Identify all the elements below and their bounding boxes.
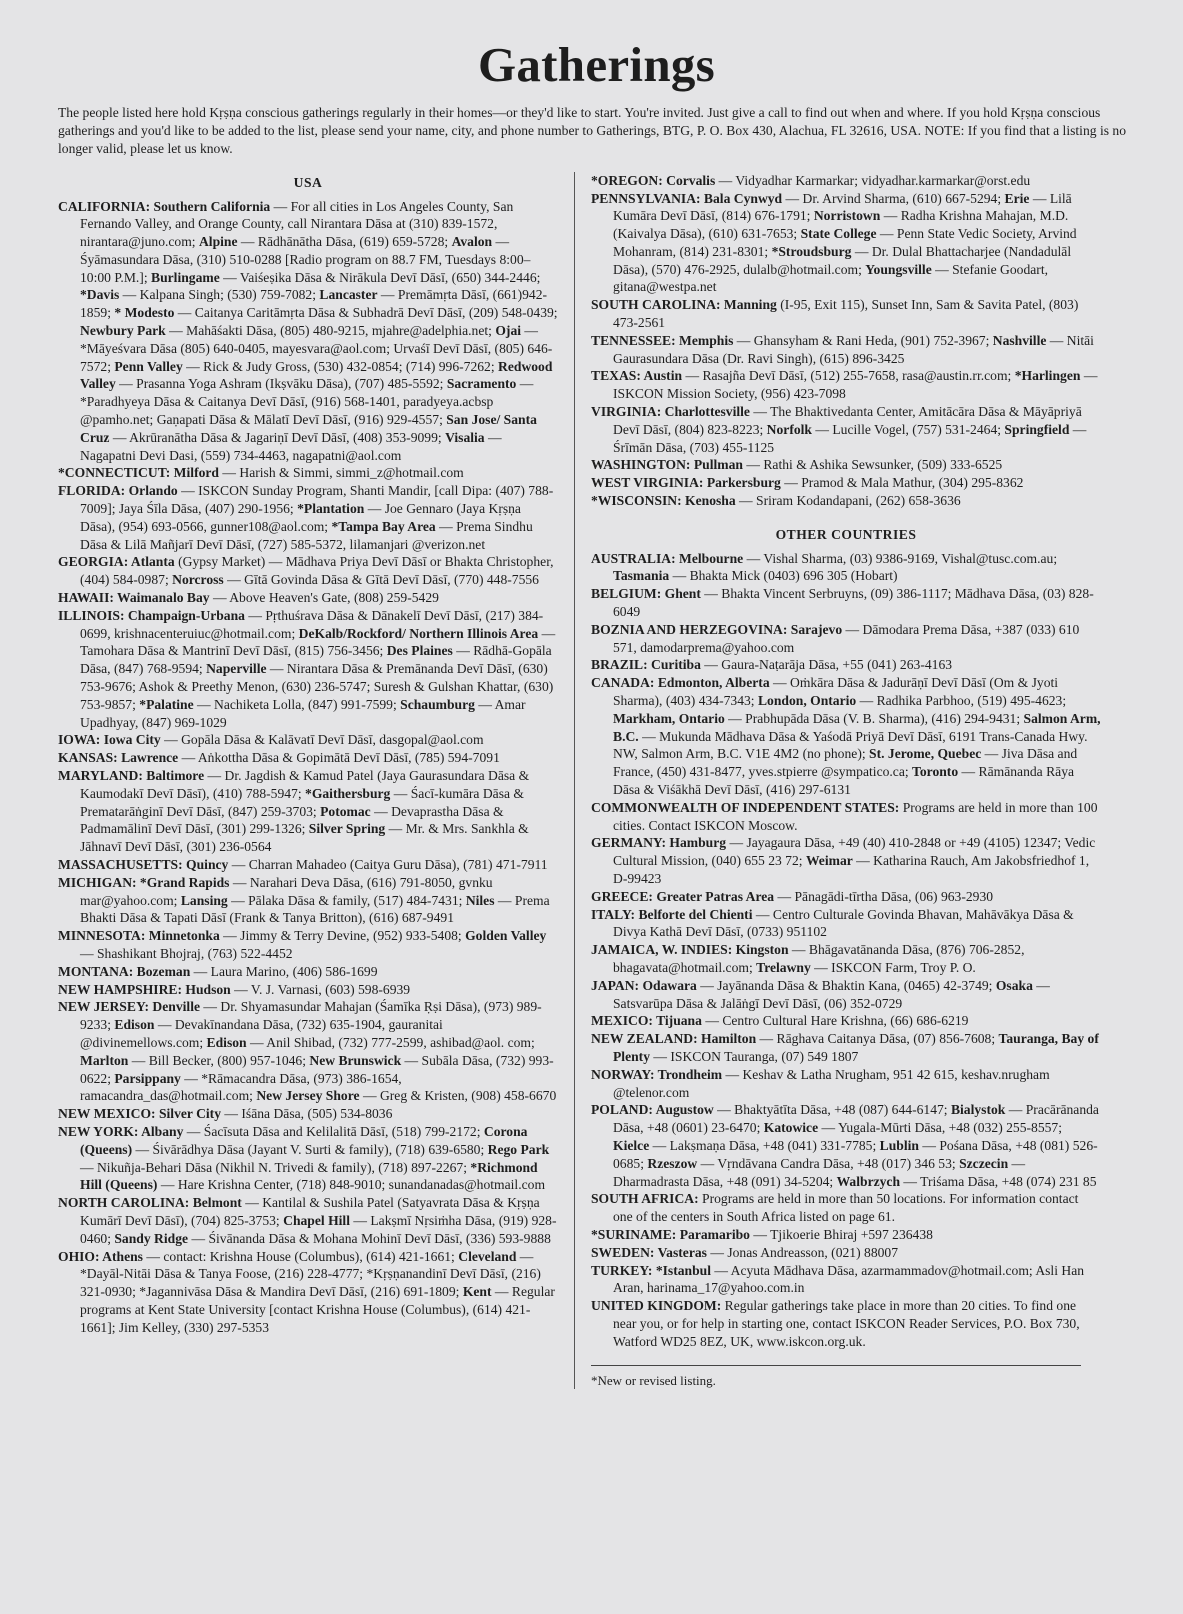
listing-text: — Hare Krishna Center, (718) 848-9010; sunandanadas@hotmail.com (157, 1177, 546, 1193)
listing-text: — Rasajña Devī Dāsī, (512) 255-7658, rasa@austin.rr.com; (682, 368, 1015, 384)
listing-location: Walbrzych (836, 1173, 901, 1189)
listing-entry (591, 492, 1101, 510)
listing-location: NEW ZEALAND: Hamilton (591, 1031, 757, 1047)
listing-location: NEW HAMPSHIRE: Hudson (58, 981, 231, 997)
listing-text: — Radha Krishna Mahajan, M.D. (Kaivalya Dāsa), (610) 631-7653; (613, 208, 1069, 242)
listing-text: — Śrīmān Dāsa, (703) 455-1125 (613, 421, 1087, 455)
listing-text: — Gaura-Naṭarāja Dāsa, +55 (041) 263-4163 (700, 657, 953, 673)
listing-location: *OREGON: Corvalis (591, 172, 716, 188)
listing-text: — Kalpana Singh; (530) 759-7082; (119, 287, 320, 303)
listing-text: — ISKCON Farm, Troy P. O. (810, 959, 976, 975)
listing-location: *Richmond Hill (Queens) (80, 1159, 538, 1193)
listing-text: — Dr. Shyamasundar Mahajan (Śamīka Ṛṣi Dāsa), (973) 989-9233; (80, 999, 542, 1033)
listing-text: (Gypsy Market) — Mādhava Priya Devī Dāsī or Bhakta Christopher, (404) 584-0987; (80, 554, 554, 588)
listing-location: Salmon Arm, B.C. (613, 710, 1101, 744)
listing-entry (591, 296, 1101, 332)
listing-text: Programs are held in more than 50 locations. For information contact one of the centers in South Africa listed on page 61. (613, 1191, 1079, 1225)
listing-text: — Mr. & Mrs. Sankhla & Jāhnavī Devī Dāsī, (301) 236-0564 (80, 821, 529, 855)
listing-text: — Bill Becker, (800) 957-1046; (128, 1052, 310, 1068)
listing-location: NORTH CAROLINA: Belmont (58, 1195, 242, 1211)
listing-entry (58, 1123, 558, 1194)
listing-text: — ISKCON Tauranga, (07) 549 1807 (650, 1048, 859, 1064)
listing-location: Norristown (813, 208, 881, 224)
listing-location: TEXAS: Austin (591, 368, 683, 384)
listing-text: — Joe Gennaro (Jaya Kṛṣṇa Dāsa), (954) 693-0566, gunner108@aol.com; (80, 501, 521, 534)
listing-location: Osaka (995, 977, 1033, 993)
listing-location: Silver Spring (308, 821, 386, 837)
listing-text: — Jimmy & Terry Devine, (952) 933-5408; (219, 928, 466, 944)
listing-entry (58, 482, 558, 553)
listing-location: Kielce (613, 1137, 650, 1153)
listing-location: HAWAII: Waimanalo Bay (58, 590, 210, 606)
listing-location: Niles (465, 892, 495, 908)
listing-location: *CONNECTICUT: Milford (58, 465, 219, 481)
listing-text: — Nirantara Dāsa & Premānanda Devī Dāsī, (630) 753-9676; Ashok & Preethy Menon, (630) 236-5747; Suresh & Gulshan Khattar, (630) 753-9857; (80, 661, 554, 712)
listing-text: — Keshav & Latha Nrugham, 951 42 615, keshav.nrugham @telenor.com (613, 1066, 1050, 1100)
listing-text: — Akrūranātha Dāsa & Jagariṇī Devī Dāsī, (408) 353-9099; (109, 429, 446, 445)
listing-location: Cleveland (458, 1248, 517, 1264)
listing-text: — Harish & Simmi, simmi_z@hotmail.com (218, 465, 464, 481)
listing-text: — Prema Bhakti Dāsa & Tapati Dāsī (Frank & Tanya Britton), (616) 687-9491 (80, 892, 550, 926)
listing-location: St. Jerome, Quebec (869, 746, 982, 762)
listing-text: — Nitāi Gaurasundara Dāsa (Dr. Ravi Singh), (615) 896-3425 (613, 332, 1094, 366)
listing-location: Bialystok (950, 1102, 1006, 1118)
listing-location: IOWA: Iowa City (58, 732, 161, 748)
listing-text: — Centro Cultural Hare Krishna, (66) 686-6219 (701, 1013, 969, 1029)
listing-text: — Bhaktyātīta Dāsa, +48 (087) 644-6147; (713, 1102, 951, 1118)
listing-location: TENNESSEE: Memphis (591, 332, 734, 348)
listing-text: — Devaprastha Dāsa & Padmamālinī Devī Dāsī, (301) 299-1326; (80, 803, 504, 837)
listing-text: — Śivānanda Dāsa & Mohana Mohinī Devī Dāsī, (336) 593-9888 (188, 1230, 551, 1246)
listing-location: * Modesto (114, 305, 175, 321)
listing-text: — Pṛthuśrava Dāsa & Dānakelī Devī Dāsī, (217) 384-0699, krishnacenteruiuc@hotmail.com; (80, 607, 544, 641)
listing-text: — Gopāla Dāsa & Kalāvatī Devī Dāsī, dasgopal@aol.com (160, 732, 484, 748)
listing-entry (591, 1226, 1101, 1244)
listing-text: — Lakṣmī Nṛsiṁha Dāsa, (919) 928-0460; (80, 1212, 557, 1246)
listing-text: — For all cities in Los Angeles County, San Fernando Valley, and Orange County, call Nirantara Dāsa at (310) 839-1572, nirantara@juno.com; (80, 198, 514, 250)
listing-location: NEW YORK: Albany (58, 1123, 184, 1139)
listing-text: — Nikuñja-Behari Dāsa (Nikhil N. Trivedi & family), (718) 897-2267; (80, 1159, 471, 1175)
listing-text: — Rādhā-Gopāla Dāsa, (847) 768-9594; (80, 643, 552, 677)
listing-entry (58, 981, 558, 999)
listing-text: — Centro Culturale Govinda Bhavan, Mahāvākya Dāsa & Divya Kathā Devī Dāsī, (0733) 951102 (613, 906, 1074, 940)
listing-location: Parsippany (114, 1070, 181, 1086)
listing-text: — Shashikant Bhojraj, (763) 522-4452 (80, 945, 293, 961)
listing-text: — Mahāśakti Dāsa, (805) 480-9215, mjahre@adelphia.net; (165, 323, 496, 339)
listing-text: — Vṛndāvana Candra Dāsa, +48 (017) 346 53; (697, 1155, 960, 1171)
listing-location: Des Plaines (386, 643, 453, 659)
listing-location: Kent (462, 1284, 492, 1300)
listing-text: — Vishal Sharma, (03) 9386-9169, Vishal@tusc.com.au; (743, 550, 1058, 566)
listing-entry (58, 998, 558, 1105)
listing-entry (591, 1244, 1101, 1262)
listing-location: Markham, Ontario (613, 710, 725, 726)
listing-entry (58, 464, 558, 482)
listing-entry (591, 172, 1101, 190)
listing-location: *Davis (80, 287, 120, 303)
listing-text: — Rāghava Caitanya Dāsa, (07) 856-7608; (756, 1031, 999, 1047)
listing-location: MARYLAND: Baltimore (58, 768, 205, 783)
listing-text: — Mukunda Mādhava Dāsa & Yaśodā Priyā Devī Dāsī, 6191 Trans-Canada Hwy. NW, Salmon Arm, B.C. V1E 4M2 (no phone); (613, 728, 1088, 762)
listing-location: VIRGINIA: Charlottesville (591, 404, 750, 420)
listing-text: — Aṅkottha Dāsa & Gopimātā Devī Dāsī, (785) 594-7091 (178, 750, 500, 766)
listing-location: MEXICO: Tijuana (591, 1013, 702, 1029)
listing-location: Rzeszow (647, 1155, 698, 1171)
listing-entry (58, 856, 558, 874)
listing-location: GREECE: Greater Patras Area (591, 888, 775, 904)
intro-paragraph: The people listed here hold Kṛṣṇa conscious gatherings regularly in their homes—or they'd like to start. You're invited. Just give a call to find out when and where. If you hold Kṛṣṇa conscious gatherings and you'd like to be added to the list, please send your name, city, and phone number to Gatherings, BTG, P. O. Box 430, Alachua, FL 32616, USA. NOTE: If you find that a listing is no longer valid, please let us know. (58, 104, 1127, 156)
listing-entry (591, 403, 1101, 456)
listing-location: BELGIUM: Ghent (591, 586, 701, 602)
listing-location: KANSAS: Lawrence (58, 750, 179, 766)
listing-text: — Satsvarūpa Dāsa & Jalāṅgī Devī Dāsī, (06) 352-0729 (613, 977, 1050, 1011)
listing-text: — Pośana Dāsa, +48 (081) 526-0685; (613, 1137, 1098, 1171)
listing-location: *Gaithersburg (305, 785, 391, 801)
listing-location: DeKalb/Rockford/ Northern Illinois Area (298, 625, 539, 641)
listing-text: — Radhika Parbhoo, (519) 495-4623; (856, 693, 1067, 709)
listing-text: — Dr. Dulal Bhattacharjee (Nandadulāl Dāsa), (570) 476-2925, dulalb@hotmail.com; (613, 243, 1072, 277)
listing-location: MASSACHUSETTS: Quincy (58, 856, 229, 872)
footnote-divider (591, 1365, 1081, 1366)
listing-text: — Dr. Jagdish & Kamud Patel (Jaya Gaurasundara Dāsa & Kaumodakī Devī Dāsī), (410) 788-5947; (80, 768, 530, 801)
listing-entry (58, 1248, 558, 1337)
listing-location: *SURINAME: Paramaribo (591, 1226, 750, 1242)
listing-location: UNITED KINGDOM: (591, 1298, 722, 1314)
listing-location: Sacramento (446, 376, 517, 392)
listing-text: — Prasanna Yoga Ashram (Ikṣvāku Dāsa), (707) 485-5592; (115, 376, 447, 392)
listing-entry (58, 767, 558, 856)
listing-location: Toronto (912, 764, 959, 780)
listing-text: — Iśāna Dāsa, (505) 534-8036 (221, 1106, 393, 1122)
listing-text: — Śacī-kumāra Dāsa & Prematarāṅginī Devī Dāsī, (847) 259-3703; (80, 785, 524, 819)
listing-location: New Jersey Shore (256, 1088, 360, 1104)
listing-text: — Amar Upadhyay, (847) 969-1029 (80, 696, 526, 730)
listing-entry (58, 874, 558, 927)
listing-text: — Prabhupāda Dāsa (V. B. Sharma), (416) 294-9431; (724, 710, 1024, 726)
listing-entry (58, 553, 558, 589)
listing-text: — Narahari Deva Dāsa, (616) 791-8050, gvnku mar@yahoo.com; (80, 874, 493, 908)
listing-text: — V. J. Varnasi, (603) 598-6939 (230, 981, 411, 997)
listing-location: *Stroudsburg (771, 243, 852, 259)
listing-entry (591, 834, 1101, 887)
listing-location: BOZNIA AND HERZEGOVINA: Sarajevo (591, 621, 843, 637)
listing-location: Newbury Park (80, 323, 166, 339)
listing-entry (591, 799, 1101, 835)
listing-text: — Kantilal & Sushila Patel (Satyavrata Dāsa & Kṛṣṇa Kumārī Devī Dāsī), (704) 825-3753; (80, 1195, 540, 1228)
listing-location: Golden Valley (465, 928, 547, 944)
listing-entry (591, 190, 1101, 297)
listing-location: New Brunswick (309, 1052, 402, 1068)
listing-location: FLORIDA: Orlando (58, 483, 178, 499)
listing-text: — *Māyeśvara Dāsa (805) 640-0405, mayesvara@aol.com; Urvaśī Devī Dāsī, (805) 646-7572; (80, 323, 553, 374)
listing-text: — Dāmodara Prema Dāsa, +387 (033) 610 571, damodarprema@yahoo.com (613, 621, 1080, 655)
listing-text: — Nachiketa Lolla, (847) 991-7599; (193, 696, 401, 712)
listing-entry (591, 621, 1101, 657)
listing-entry (58, 963, 558, 981)
listing-location: MONTANA: Bozeman (58, 963, 191, 979)
listing-text: — Tjikoerie Bhiraj +597 236438 (749, 1226, 933, 1242)
listing-text: — Jayagaura Dāsa, +49 (40) 410-2848 or +49 (4105) 12347; Vedic Cultural Mission, (040) 655 23 72; (613, 835, 1096, 869)
listing-entry (58, 1105, 558, 1123)
listing-text: — Bhakta Mick (0403) 696 305 (Hobart) (669, 568, 898, 584)
listing-entry (591, 1066, 1101, 1102)
listing-text: — Dr. Arvind Sharma, (610) 667-5294; (782, 190, 1005, 206)
listing-location: *Tampa Bay Area (331, 518, 436, 534)
listing-entry (58, 731, 558, 749)
listing-location: Tasmania (613, 568, 670, 584)
listing-location: Lancaster (319, 287, 378, 303)
listing-location: MINNESOTA: Minnetonka (58, 928, 220, 944)
listing-location: *WISCONSIN: Kenosha (591, 493, 736, 509)
usa-listings-continued (591, 172, 1101, 510)
listing-text: — Bhakta Vincent Serbruyns, (09) 386-1117; Mādhava Dāsa, (03) 828-6049 (613, 586, 1094, 620)
listing-location: *Palatine (139, 696, 194, 712)
listing-text: — Above Heaven's Gate, (808) 259-5429 (209, 590, 439, 606)
listing-location: San Jose/ Santa Cruz (80, 412, 537, 445)
listing-location: Rego Park (487, 1141, 550, 1157)
left-column (58, 172, 575, 1389)
listing-text: — Lucille Vogel, (757) 531-2464; (811, 421, 1005, 437)
listing-text: — Vaiśeṣika Dāsa & Nirākula Devī Dāsī, (650) 344-2446; (219, 269, 541, 285)
listing-text: — Stefanie Goodart, gitana@westpa.net (613, 261, 1049, 295)
listing-text: — *Dayāl-Nitāi Dāsa & Tanya Foose, (216) 228-4777; *Kṛṣṇanandinī Devī Dāsī, (216) 321-0930; *Jagannivāsa Dāsa & Mandira Devī Dāsī, (216) 691-1809; (80, 1248, 541, 1300)
other-countries-heading: OTHER COUNTRIES (775, 526, 917, 542)
listing-text: — Dharmadrasta Dāsa, +48 (091) 34-5204; (613, 1155, 1026, 1189)
listing-text: — Pānagādi-tīrtha Dāsa, (06) 963-2930 (774, 888, 994, 904)
listing-entry (58, 198, 558, 465)
listing-text: — Ghansyham & Rani Heda, (901) 752-3967; (733, 332, 993, 348)
listing-location: Szczecin (959, 1155, 1009, 1171)
listing-text: — Penn State Vedic Society, Arvind Mohanram, (814) 231-8301; (613, 226, 1077, 259)
listing-location: TURKEY: *Istanbul (591, 1262, 711, 1278)
listing-text: — Caitanya Caritāmṛta Dāsa & Subhadrā Devī Dāsī, (209) 548-0439; (174, 305, 558, 321)
listing-text: — Bhāgavatānanda Dāsa, (876) 706-2852, bhagavata@hotmail.com; (613, 942, 1025, 975)
listing-text: — Triśama Dāsa, +48 (074) 231 85 (900, 1173, 1097, 1189)
listing-location: Springfield (1004, 421, 1070, 437)
listing-location: Weimar (805, 853, 853, 869)
other-countries-listings (591, 550, 1101, 1351)
listing-location: Chapel Hill (283, 1212, 350, 1228)
listing-text: — contact: Krishna House (Columbus), (614) 421-1661; (142, 1248, 459, 1264)
listing-entry (591, 1030, 1101, 1066)
listing-text: — Regular programs at Kent State University [contact Krishna House (Columbus), (614) 421-1661]; Jim Kelley, (330) 297-5353 (80, 1284, 555, 1335)
listing-entry (591, 1297, 1101, 1350)
listing-location: Katowice (763, 1120, 819, 1136)
footnote: *New or revised listing. (591, 1372, 716, 1388)
listing-text: — The Bhaktivedanta Center, Amitācāra Dāsa & Māyāpriyā Devī Dāsī, (804) 823-8223; (613, 404, 1082, 437)
listing-location: Youngsville (865, 261, 932, 277)
listing-text: — *Rāmacandra Dāsa, (973) 386-1654, ramacandra_das@hotmail.com; (80, 1070, 402, 1104)
listing-entry (591, 1012, 1101, 1030)
listing-location: Burlingame (151, 269, 220, 285)
listing-entry (591, 888, 1101, 906)
listing-location: CANADA: Edmonton, Alberta (591, 675, 770, 691)
listing-text: — Anil Shibad, (732) 777-2599, ashibad@aol. com; (246, 1034, 535, 1050)
listing-location: Trelawny (756, 959, 811, 975)
listing-location: WASHINGTON: Pullman (591, 457, 743, 473)
listing-text: — Premāmṛta Dāsī, (661)942-1859; (80, 287, 548, 321)
listing-location: NORWAY: Trondheim (591, 1066, 723, 1082)
listing-text: — Greg & Kristen, (908) 458-6670 (359, 1088, 557, 1104)
listing-location: Norfolk (766, 421, 812, 437)
listing-text: — Jiva Dāsa and France, (450) 431-8477, yves.stpierre @sympatico.ca; (613, 746, 1078, 780)
listing-location: Penn Valley (114, 358, 183, 374)
listing-location: Edison (206, 1034, 247, 1050)
listing-location: POLAND: Augustow (591, 1102, 714, 1118)
listing-entry (591, 332, 1101, 368)
listing-entry (58, 1194, 558, 1247)
listing-text: — Yugala-Mūrti Dāsa, +48 (032) 255-8557; (818, 1120, 1063, 1136)
listing-entry (58, 927, 558, 963)
listing-location: WEST VIRGINIA: Parkersburg (591, 475, 781, 491)
listing-entry (58, 607, 558, 732)
listing-location: Corona (Queens) (80, 1123, 528, 1157)
listing-location: SOUTH CAROLINA: Manning (591, 297, 777, 313)
listing-entry (591, 585, 1101, 621)
listing-location: Marlton (80, 1052, 129, 1068)
listing-text: — Laura Marino, (406) 586-1699 (190, 963, 378, 979)
listing-location: Sandy Ridge (114, 1230, 189, 1246)
listing-text: — Pālaka Dāsa & family, (517) 484-7431; (227, 892, 466, 908)
listing-location: NEW JERSEY: Denville (58, 999, 201, 1015)
listing-location: Lansing (180, 892, 228, 908)
listing-text: — Oṁkāra Dāsa & Jadurāṇī Devī Dāsī (Om & Jyoti Sharma), (403) 434-7343; (613, 675, 1059, 709)
listing-text: — Vidyadhar Karmarkar; vidyadhar.karmarkar@orst.edu (715, 172, 1031, 188)
listing-location: Naperville (206, 661, 267, 677)
listing-text: — Sriram Kodandapani, (262) 658-3636 (735, 493, 961, 509)
listing-entry (591, 674, 1101, 799)
listing-entry (591, 456, 1101, 474)
listing-location: State College (800, 226, 877, 242)
listing-text: — Lilā Kumāra Devī Dāsī, (814) 676-1791; (613, 190, 1072, 224)
listing-location: Erie (1004, 190, 1030, 206)
listing-entry (591, 906, 1101, 942)
listing-entry (58, 589, 558, 607)
listing-entry (58, 749, 558, 767)
listing-location: ITALY: Belforte del Chienti (591, 906, 753, 922)
listing-location: COMMONWEALTH OF INDEPENDENT STATES: (591, 799, 900, 815)
listing-location: Edison (114, 1017, 155, 1033)
listing-text: — Acyuta Mādhava Dāsa, azarmammadov@hotmail.com; Asli Han Aran, harinama_17@yahoo.com.in (613, 1262, 1085, 1296)
listing-location: Lublin (879, 1137, 919, 1153)
listing-location: GERMANY: Hamburg (591, 835, 727, 851)
listing-text: — Gītā Govinda Dāsa & Gītā Devī Dāsī, (770) 448-7556 (223, 572, 539, 588)
listing-location: OHIO: Athens (58, 1248, 143, 1264)
listing-text: — *Paradhyeya Dāsa & Caitanya Devī Dāsī, (916) 568-1401, paradyeya.acbsp @pamho.net; Gaṇapati Dāsa & Mālatī Devī Dāsī, (916) 929-4557; (80, 376, 534, 428)
listing-text: — Śivārādhya Dāsa (Jayant V. Surti & family), (718) 639-6580; (132, 1141, 488, 1157)
listing-location: Potomac (320, 803, 371, 819)
listing-location: MICHIGAN: *Grand Rapids (58, 874, 230, 890)
listing-text: Regular gatherings take place in more than 20 cities. To find one near you, or for help in starting one, contact ISKCON Reader Services, P.O. Box 730, Watford WD25 8EZ, UK, www.iskcon.org.uk. (613, 1298, 1080, 1349)
listing-entry (591, 1262, 1101, 1298)
listing-text: — Lakṣmaṇa Dāsa, +48 (041) 331-7785; (649, 1137, 880, 1153)
listing-text: — Śacīsuta Dāsa and Kelilalitā Dāsī, (518) 799-2172; (183, 1123, 484, 1139)
listing-columns (58, 172, 1135, 1389)
listing-text: — Jayānanda Dāsa & Bhaktin Kana, (0465) 42-3749; (696, 977, 996, 993)
listing-text: — Nagapatni Devi Dasi, (559) 734-4463, nagapatni@aol.com (80, 429, 502, 463)
listing-text: — Subāla Dāsa, (732) 993-0622; (80, 1052, 554, 1086)
listing-location: Nashville (992, 332, 1047, 348)
listing-text: — Pramod & Mala Mathur, (304) 295-8362 (780, 475, 1024, 491)
listing-location: Visalia (445, 429, 485, 445)
listing-location: SOUTH AFRICA: (591, 1191, 699, 1207)
listing-location: Redwood Valley (80, 358, 553, 392)
listing-text: — Prema Sindhu Dāsa & Lilā Mañjarī Devī Dāsī, (727) 585-5372, lilamanjari @verizon.net (80, 518, 533, 552)
listing-location: ILLINOIS: Champaign-Urbana (58, 607, 245, 623)
usa-listings (58, 198, 558, 1337)
listing-location: London, Ontario (757, 693, 857, 709)
listing-text: — Tamohara Dāsa & Mantrinī Devī Dāsī, (815) 756-3456; (80, 625, 556, 659)
listing-location: CALIFORNIA: Southern California (58, 198, 271, 214)
listing-text: — Rick & Judy Gross, (530) 432-0854; (714) 996-7262; (182, 358, 499, 374)
listing-text: — ISKCON Mission Society, (956) 423-7098 (613, 368, 1098, 402)
listing-location: Tauranga, Bay of Plenty (613, 1031, 1099, 1064)
listing-location: AUSTRALIA: Melbourne (591, 550, 744, 566)
listing-text: — Jonas Andreasson, (021) 88007 (706, 1244, 899, 1260)
listing-entry (591, 977, 1101, 1013)
listing-entry (591, 656, 1101, 674)
usa-heading: USA (293, 174, 323, 190)
listing-text: — Śyāmasundara Dāsa, (310) 510-0288 [Radio program on 88.7 FM, Tuesdays 8:00–10:00 P.M.]; (80, 234, 531, 285)
listing-location: *Plantation (297, 501, 365, 517)
listing-text: — Rathi & Ashika Sewsunker, (509) 333-6525 (742, 457, 1003, 473)
right-column (575, 172, 1101, 1389)
listing-location: *Harlingen (1014, 368, 1081, 384)
listing-entry (591, 367, 1101, 403)
listing-entry (591, 1190, 1101, 1226)
listing-entry (591, 550, 1101, 586)
listing-text: — Katharina Rauch, Am Jakobsfriedhof 1, D-99423 (613, 853, 1090, 886)
listing-text: — Rāmānanda Rāya Dāsa & Viśākhā Devī Dāsī, (416) 297-6131 (613, 764, 1075, 797)
page-title: Gatherings (477, 37, 716, 92)
listing-text: Programs are held in more than 100 cities. Contact ISKCON Moscow. (613, 799, 1098, 833)
listing-entry (591, 1101, 1101, 1190)
listing-location: PENNSYLVANIA: Bala Cynwyd (591, 190, 783, 206)
listing-location: Ojai (495, 323, 522, 339)
listing-location: GEORGIA: Atlanta (58, 554, 175, 570)
listing-text: — Charran Mahadeo (Caitya Guru Dāsa), (781) 471-7911 (228, 856, 548, 872)
listing-location: Avalon (451, 234, 493, 250)
listing-entry (591, 941, 1101, 977)
listing-entry (591, 474, 1101, 492)
listing-location: Schaumburg (400, 696, 475, 712)
listing-location: NEW MEXICO: Silver City (58, 1106, 221, 1122)
listing-text: — ISKCON Sunday Program, Shanti Mandir, [call Dipa: (407) 788-7009]; Jaya Śīla Dāsa, (407) 290-1956; (80, 483, 554, 517)
listing-location: JAMAICA, W. INDIES: Kingston (591, 942, 789, 958)
listing-location: BRAZIL: Curitiba (591, 657, 701, 673)
listing-location: JAPAN: Odawara (591, 977, 697, 993)
listing-text: (I-95, Exit 115), Sunset Inn, Sam & Savita Patel, (803) 473-2561 (613, 297, 1079, 331)
listing-text: — Rādhānātha Dāsa, (619) 659-5728; (237, 234, 452, 250)
listing-location: Alpine (198, 234, 238, 250)
listing-location: Norcross (172, 572, 224, 588)
listing-text: — Pracārānanda Dāsa, +48 (0601) 23-6470; (613, 1102, 1099, 1136)
listing-location: SWEDEN: Vasteras (591, 1244, 707, 1260)
listing-text: — Devakīnandana Dāsa, (732) 635-1904, gauranitai @divinemellows.com; (80, 1017, 443, 1050)
